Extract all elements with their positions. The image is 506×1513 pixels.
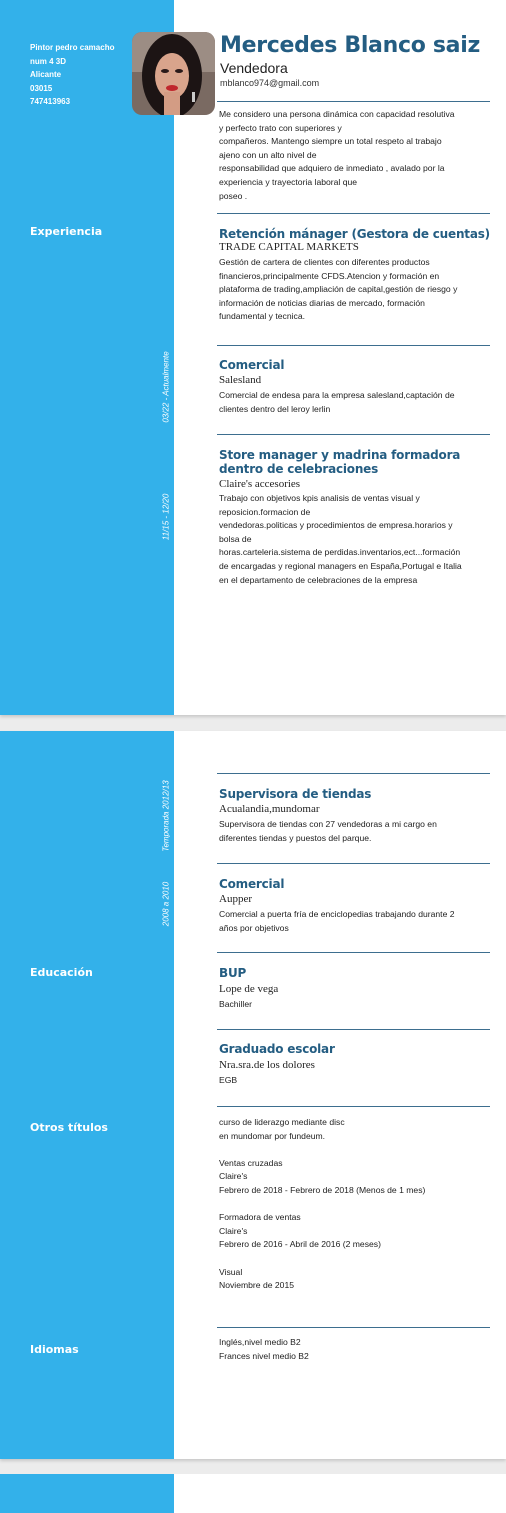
cv-page-1 xyxy=(0,0,506,715)
experience-title: Store manager y madrina formadora dentro de celebraciones xyxy=(219,448,461,476)
experience-title: Retención mánager (Gestora de cuentas) xyxy=(219,227,490,241)
profile-summary xyxy=(219,108,491,203)
education-school: Lope de vega xyxy=(219,983,279,995)
other-titles-line: Claire's xyxy=(219,1171,248,1182)
experience-date: 11/15 - 12/20 xyxy=(161,493,171,541)
section-label-languages: Idiomas xyxy=(30,1343,79,1356)
section-label-experience: Experiencia xyxy=(30,225,103,238)
experience-description xyxy=(219,492,491,587)
divider xyxy=(217,773,490,774)
candidate-role: Vendedora xyxy=(220,60,288,76)
contact-city: Alicante xyxy=(30,70,62,79)
education-title: BUP xyxy=(219,966,247,980)
section-label-other-titles: Otros títulos xyxy=(30,1121,108,1134)
language-line: Inglés,nivel medio B2 xyxy=(219,1337,301,1347)
education-degree: Bachiller xyxy=(219,999,252,1009)
sidebar xyxy=(0,1474,174,1513)
divider xyxy=(217,952,490,953)
experience-company: Salesland xyxy=(219,374,262,386)
experience-line: clientes dentro del leroy lerlin xyxy=(219,403,331,414)
profile-line: experiencia y trayectoria laboral que xyxy=(219,176,358,187)
profile-line: Me considero una persona dinámica con capacidad resolutiva xyxy=(219,109,455,119)
other-titles-line: curso de liderazgo mediante disc xyxy=(219,1117,345,1127)
divider xyxy=(217,434,490,435)
sidebar xyxy=(0,731,174,1459)
other-titles-line: Formadora de ventas xyxy=(219,1212,301,1223)
section-label-education: Educación xyxy=(30,966,93,979)
experience-line: información de noticias diarias de mercado, formación xyxy=(219,297,425,308)
experience-description xyxy=(219,389,491,416)
divider xyxy=(217,1029,490,1030)
divider xyxy=(217,1106,490,1107)
experience-line: vendedoras.politicas y procedimientos de empresa.horarios y xyxy=(219,520,453,531)
experience-company: TRADE CAPITAL MARKETS xyxy=(219,241,359,253)
language-line: Frances nivel medio B2 xyxy=(219,1350,309,1361)
experience-date: 03/22 - Actualmente xyxy=(161,351,171,423)
contact-info xyxy=(30,41,114,109)
cv-page-3 xyxy=(0,1474,506,1513)
experience-line: de encargadas y regional managers en España,Portugal e Italia xyxy=(219,560,462,571)
experience-line: Comercial de endesa para la empresa salesland,captación de xyxy=(219,390,455,400)
experience-line: Trabajo con objetivos kpis analisis de ventas visual y xyxy=(219,493,420,503)
experience-line: plataforma de trading,ampliación de capital,gestión de riesgo y xyxy=(219,284,458,295)
experience-title: Comercial xyxy=(219,877,285,891)
experience-line: financieros,principalmente CFDS.Atencion y formación en xyxy=(219,270,440,281)
divider xyxy=(217,345,490,346)
other-titles-line: Ventas cruzadas xyxy=(219,1157,283,1168)
experience-description xyxy=(219,256,491,324)
languages-list xyxy=(219,1336,491,1363)
profile-photo-image xyxy=(132,32,215,115)
experience-line: reposicion.formacion de xyxy=(219,506,311,517)
other-titles-line: Claire's xyxy=(219,1225,248,1236)
experience-date: 2008 a 2010 xyxy=(161,881,171,927)
experience-title: Comercial xyxy=(219,358,285,372)
contact-phone: 747413963 xyxy=(30,97,71,106)
candidate-email: mblanco974@gmail.com xyxy=(220,78,320,88)
profile-line: responsabilidad que adquiero de inmediato , avalado por la xyxy=(219,163,445,174)
divider xyxy=(217,1327,490,1328)
contact-postal-code: 03015 xyxy=(30,83,53,93)
experience-title: Supervisora de tiendas xyxy=(219,787,372,801)
divider xyxy=(217,213,490,214)
other-titles-line: Visual xyxy=(219,1266,243,1277)
education-title: Graduado escolar xyxy=(219,1042,335,1056)
other-titles-line: Noviembre de 2015 xyxy=(219,1280,295,1291)
experience-company: Acualandia,mundomar xyxy=(219,803,320,815)
experience-line: Comercial a puerta fría de enciclopedias trabajando durante 2 xyxy=(219,909,455,919)
experience-line: años por objetivos xyxy=(219,922,289,933)
experience-date: Temporada 2012/13 xyxy=(161,780,171,852)
other-titles-line: Febrero de 2016 - Abril de 2016 (2 meses) xyxy=(219,1239,381,1250)
experience-description xyxy=(219,818,491,845)
profile-photo xyxy=(132,32,215,115)
experience-line: Supervisora de tiendas con 27 vendedoras a mi cargo en xyxy=(219,819,437,829)
other-titles-line: Febrero de 2018 - Febrero de 2018 (Menos de 1 mes) xyxy=(219,1184,426,1195)
education-school: Nra.sra.de los dolores xyxy=(219,1059,315,1071)
experience-line: Gestión de cartera de clientes con diferentes productos xyxy=(219,257,430,267)
experience-line: en el departamento de celebraciones de la empresa xyxy=(219,574,418,585)
profile-line: poseo . xyxy=(219,190,248,201)
education-degree: EGB xyxy=(219,1075,238,1085)
experience-line: horas.carteleria.sistema de perdidas.inventarios,ect...formación xyxy=(219,547,461,558)
experience-line: fundamental y tecnica. xyxy=(219,311,305,322)
divider xyxy=(217,101,490,102)
profile-line: y perfecto trato con superiores y xyxy=(219,122,342,133)
contact-street: Pintor pedro camacho xyxy=(30,43,115,52)
other-titles-list xyxy=(219,1116,491,1293)
divider xyxy=(217,863,490,864)
experience-line: bolsa de xyxy=(219,533,252,544)
contact-number: num 4 3D xyxy=(30,56,67,66)
experience-company: Aupper xyxy=(219,893,252,905)
candidate-name: Mercedes Blanco saiz xyxy=(220,33,480,58)
profile-line: ajeno con un alto nivel de xyxy=(219,149,317,160)
other-titles-line: en mundomar por fundeum. xyxy=(219,1130,326,1141)
profile-line: compañeros. Mantengo siempre un total respeto al trabajo xyxy=(219,136,442,147)
cv-page-2 xyxy=(0,731,506,1459)
experience-description xyxy=(219,908,491,935)
experience-line: diferentes tiendas y puestos del parque. xyxy=(219,832,372,843)
experience-company: Claire's accesories xyxy=(219,478,301,490)
